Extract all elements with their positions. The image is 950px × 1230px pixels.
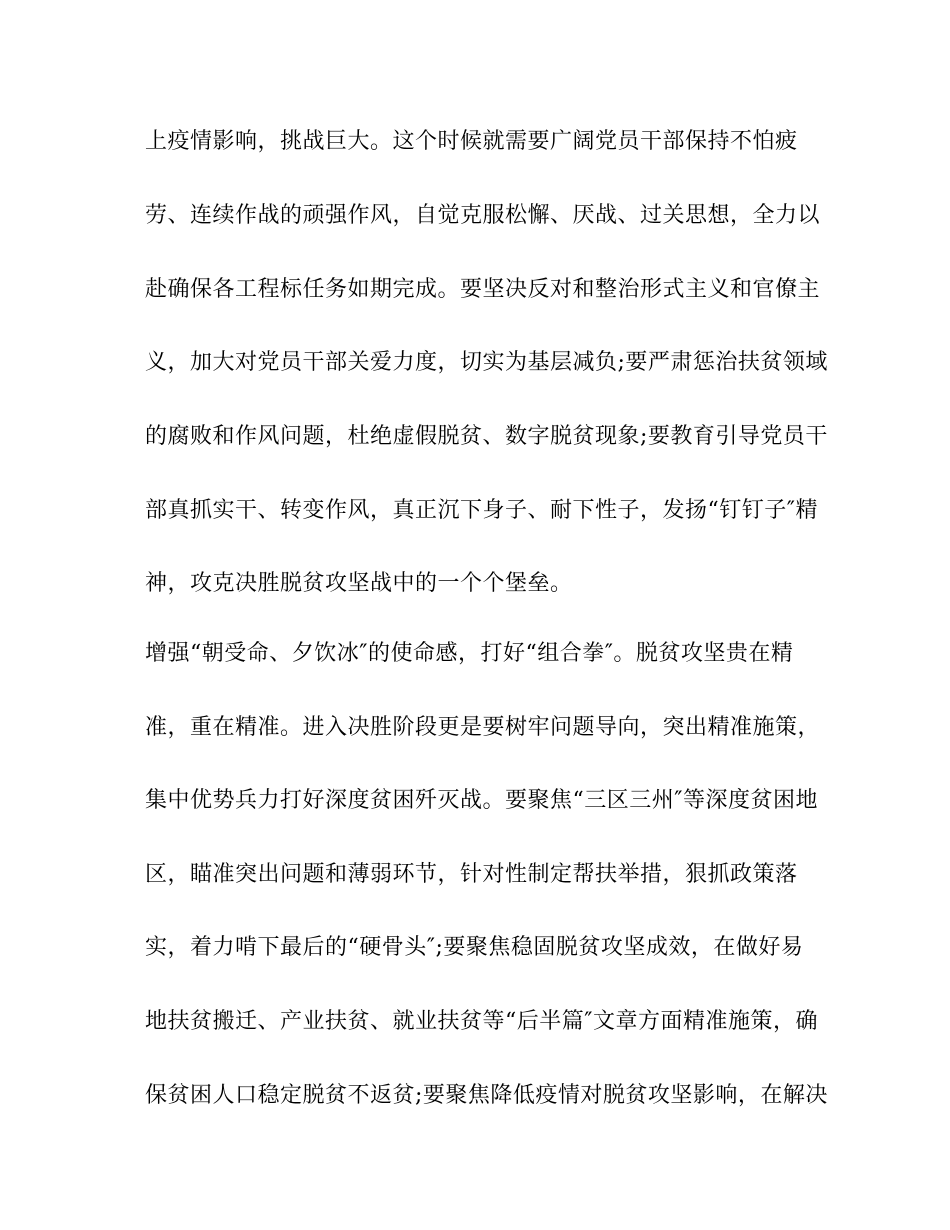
text-line: 区，瞄准突出问题和薄弱环节，针对性制定帮扶举措，狠抓政策落 xyxy=(145,862,798,887)
text-line: 的腐败和作风问题，杜绝虚假脱贫、数字脱贫现象;要教育引导党员干 xyxy=(145,424,828,449)
text-line: 保贫困人口稳定脱贫不返贫;要聚焦降低疫情对脱贫攻坚影响，在解决 xyxy=(145,1083,828,1108)
text-line: 地扶贫搬迁、产业扶贫、就业扶贫等“后半篇″文章方面精准施策，确 xyxy=(145,1009,818,1034)
text-line: 集中优势兵力打好深度贫困歼灭战。要聚焦“三区三州″等深度贫困地 xyxy=(145,788,818,813)
text-line: 部真抓实干、转变作风，真正沉下身子、耐下性子，发扬“钉钉子″精 xyxy=(145,498,818,523)
text-line: 劳、连续作战的顽强作风，自觉克服松懈、厌战、过关思想，全力以 xyxy=(145,203,821,228)
text-line: 赴确保各工程标任务如期完成。要坚决反对和整治形式主义和官僚主 xyxy=(145,277,821,302)
text-line: 上疫情影响，挑战巨大。这个时候就需要广阔党员干部保持不怕疲 xyxy=(145,129,798,154)
text-line: 神，攻克决胜脱贫攻坚战中的一个个堡垒。 xyxy=(145,571,573,596)
text-line: 实，着力啃下最后的“硬骨头″;要聚焦稳固脱贫攻坚成效，在做好易 xyxy=(145,935,804,960)
text-line: 准，重在精准。进入决胜阶段更是要树牢问题导向，突出精准施策， xyxy=(145,715,821,740)
text-line: 增强“朝受命、夕饮冰″的使命感，打好“组合拳″。脱贫攻坚贵在精 xyxy=(145,641,794,666)
text-line: 义，加大对党员干部关爱力度，切实为基层减负;要严肃惩治扶贫领域 xyxy=(145,350,828,375)
